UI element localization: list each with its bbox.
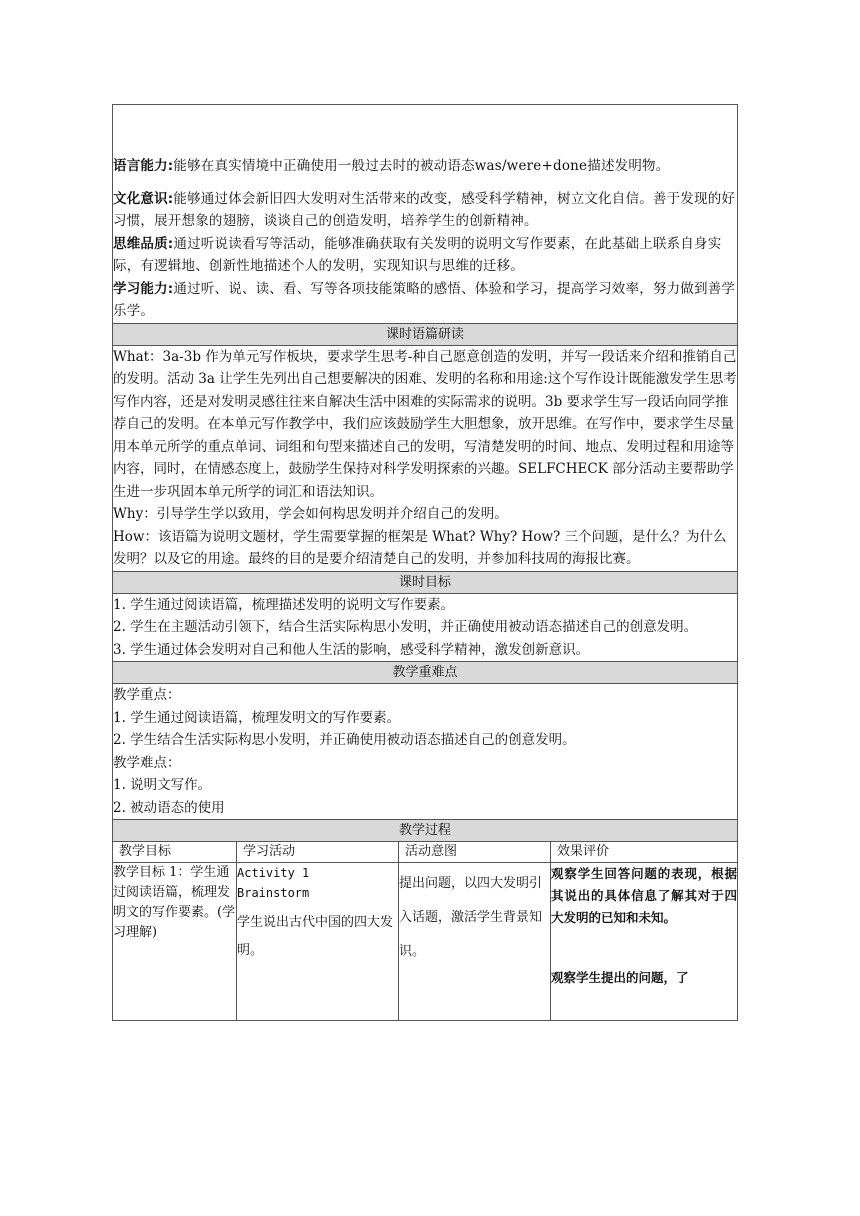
reading-why: Why：引导学生学以致用，学会如何构思发明并介绍自己的发明。 <box>113 506 508 522</box>
goal-item: 3. 学生通过体会发明对自己和他人生活的影响，感受科学精神，激发创新意识。 <box>113 641 590 658</box>
process-header-activity: 学习活动 <box>237 842 399 863</box>
focus-label: 教学重点： <box>113 687 181 703</box>
process-goal-cell: 教学目标 1：学生通过阅读语篇，梳理发明文的写作要素。(学习理解) <box>113 863 237 1021</box>
reading-what: What：3a-3b 作为单元写作板块，要求学生思考-种自己愿意创造的发明，并写一段话来介绍和推销自己的发明。活动 3a 让学生先列出自己想要解决的困难、发明的名称和用途:这个写作设计既能激发学生思考写作内容，还是对发明灵感往往来自解决生活中困难的实际需求的说明。3b 要求学生写一段话向同学推荐自己的发明。在本单元写作教学中，我们应该鼓励学生大胆想象，放开思维。在写作中，要求学生尽量用本单元所学的重点单词、词组和句型来描述自己的发明，写清楚发明的时间、地点、发明过程和用途等内容，同时，在情感态度上，鼓励学生保持对科学发明探索的兴趣。SELFCHECK 部分活动主要帮助学生进一步巩固本单元所学的词汇和语法知识。 <box>113 348 737 500</box>
process-header-evaluation: 效果评价 <box>551 842 738 863</box>
reading-section <box>113 345 738 571</box>
focus-item: 2. 学生结合生活实际构思小发明，并正确使用被动语态描述自己的创意发明。 <box>113 732 576 748</box>
goal-item: 1. 学生通过阅读语篇，梳理描述发明的说明文写作要素。 <box>113 596 455 613</box>
keypoints-section <box>113 684 738 820</box>
activity-name: Activity 1 <box>237 866 310 880</box>
difficulty-item: 1. 说明文写作。 <box>113 777 212 793</box>
lesson-plan-table <box>112 104 738 1021</box>
reading-how: How：该语篇为说明文题材，学生需要掌握的框架是 What? Why? How? 三个问题，是什么？为什么发明？以及它的用途。最终的目的是要介绍清楚自己的发明，并参加科技周的海报比赛。 <box>113 528 727 567</box>
reading-title: 课时语篇研读 <box>113 323 738 345</box>
keypoints-title: 教学重难点 <box>113 662 738 684</box>
objective-language: 语言能力:能够在真实情境中正确使用一般过去时的被动语态was/were+done描述发明物。 <box>113 158 670 174</box>
process-header-goal: 教学目标 <box>113 842 237 863</box>
eval-text-1: 观察学生回答问题的表现，根据其说出的具体信息了解其对于四大发明的已知和未知。 <box>551 866 737 925</box>
goals-section <box>113 593 738 662</box>
objectives-section <box>113 105 738 324</box>
difficulty-item: 2. 被动语态的使用 <box>113 799 225 816</box>
goals-title: 课时目标 <box>113 571 738 593</box>
activity-text: 学生说出古代中国的四大发明。 <box>237 915 394 958</box>
focus-item: 1. 学生通过阅读语篇，梳理发明文的写作要素。 <box>113 709 401 726</box>
process-activity-cell <box>237 863 399 1021</box>
activity-sub: Brainstorm <box>237 886 310 900</box>
eval-text-2: 观察学生提出的问题，了 <box>551 970 689 985</box>
process-intent-cell <box>399 863 551 1021</box>
objective-thinking: 思维品质:通过听说读看写等活动，能够准确获取有关发明的说明文写作要素，在此基础上联系自身实际，有逻辑地、创新性地描述个人的发明，实现知识与思维的迁移。 <box>113 235 722 274</box>
goal-item: 2. 学生在主题活动引领下，结合生活实际构思小发明，并正确使用被动语态描述自己的创意发明。 <box>113 619 698 635</box>
difficulty-label: 教学难点： <box>113 754 181 771</box>
objective-culture: 文化意识:能够通过体会新旧四大发明对生活带来的改变，感受科学精神，树立文化自信。善于发现的好习惯，展开想象的翅膀，谈谈自己的创造发明，培养学生的创新精神。 <box>113 190 736 229</box>
process-eval-cell <box>551 863 738 1021</box>
process-header-intent: 活动意图 <box>399 842 551 863</box>
process-title: 教学过程 <box>113 820 738 842</box>
intent-text: 提出问题，以四大发明引入话题，激活学生背景知识。 <box>399 876 543 959</box>
objective-learning: 学习能力:通过听、说、读、看、写等各项技能策略的感悟、体验和学习，提高学习效率，努力做到善学乐学。 <box>113 280 736 319</box>
